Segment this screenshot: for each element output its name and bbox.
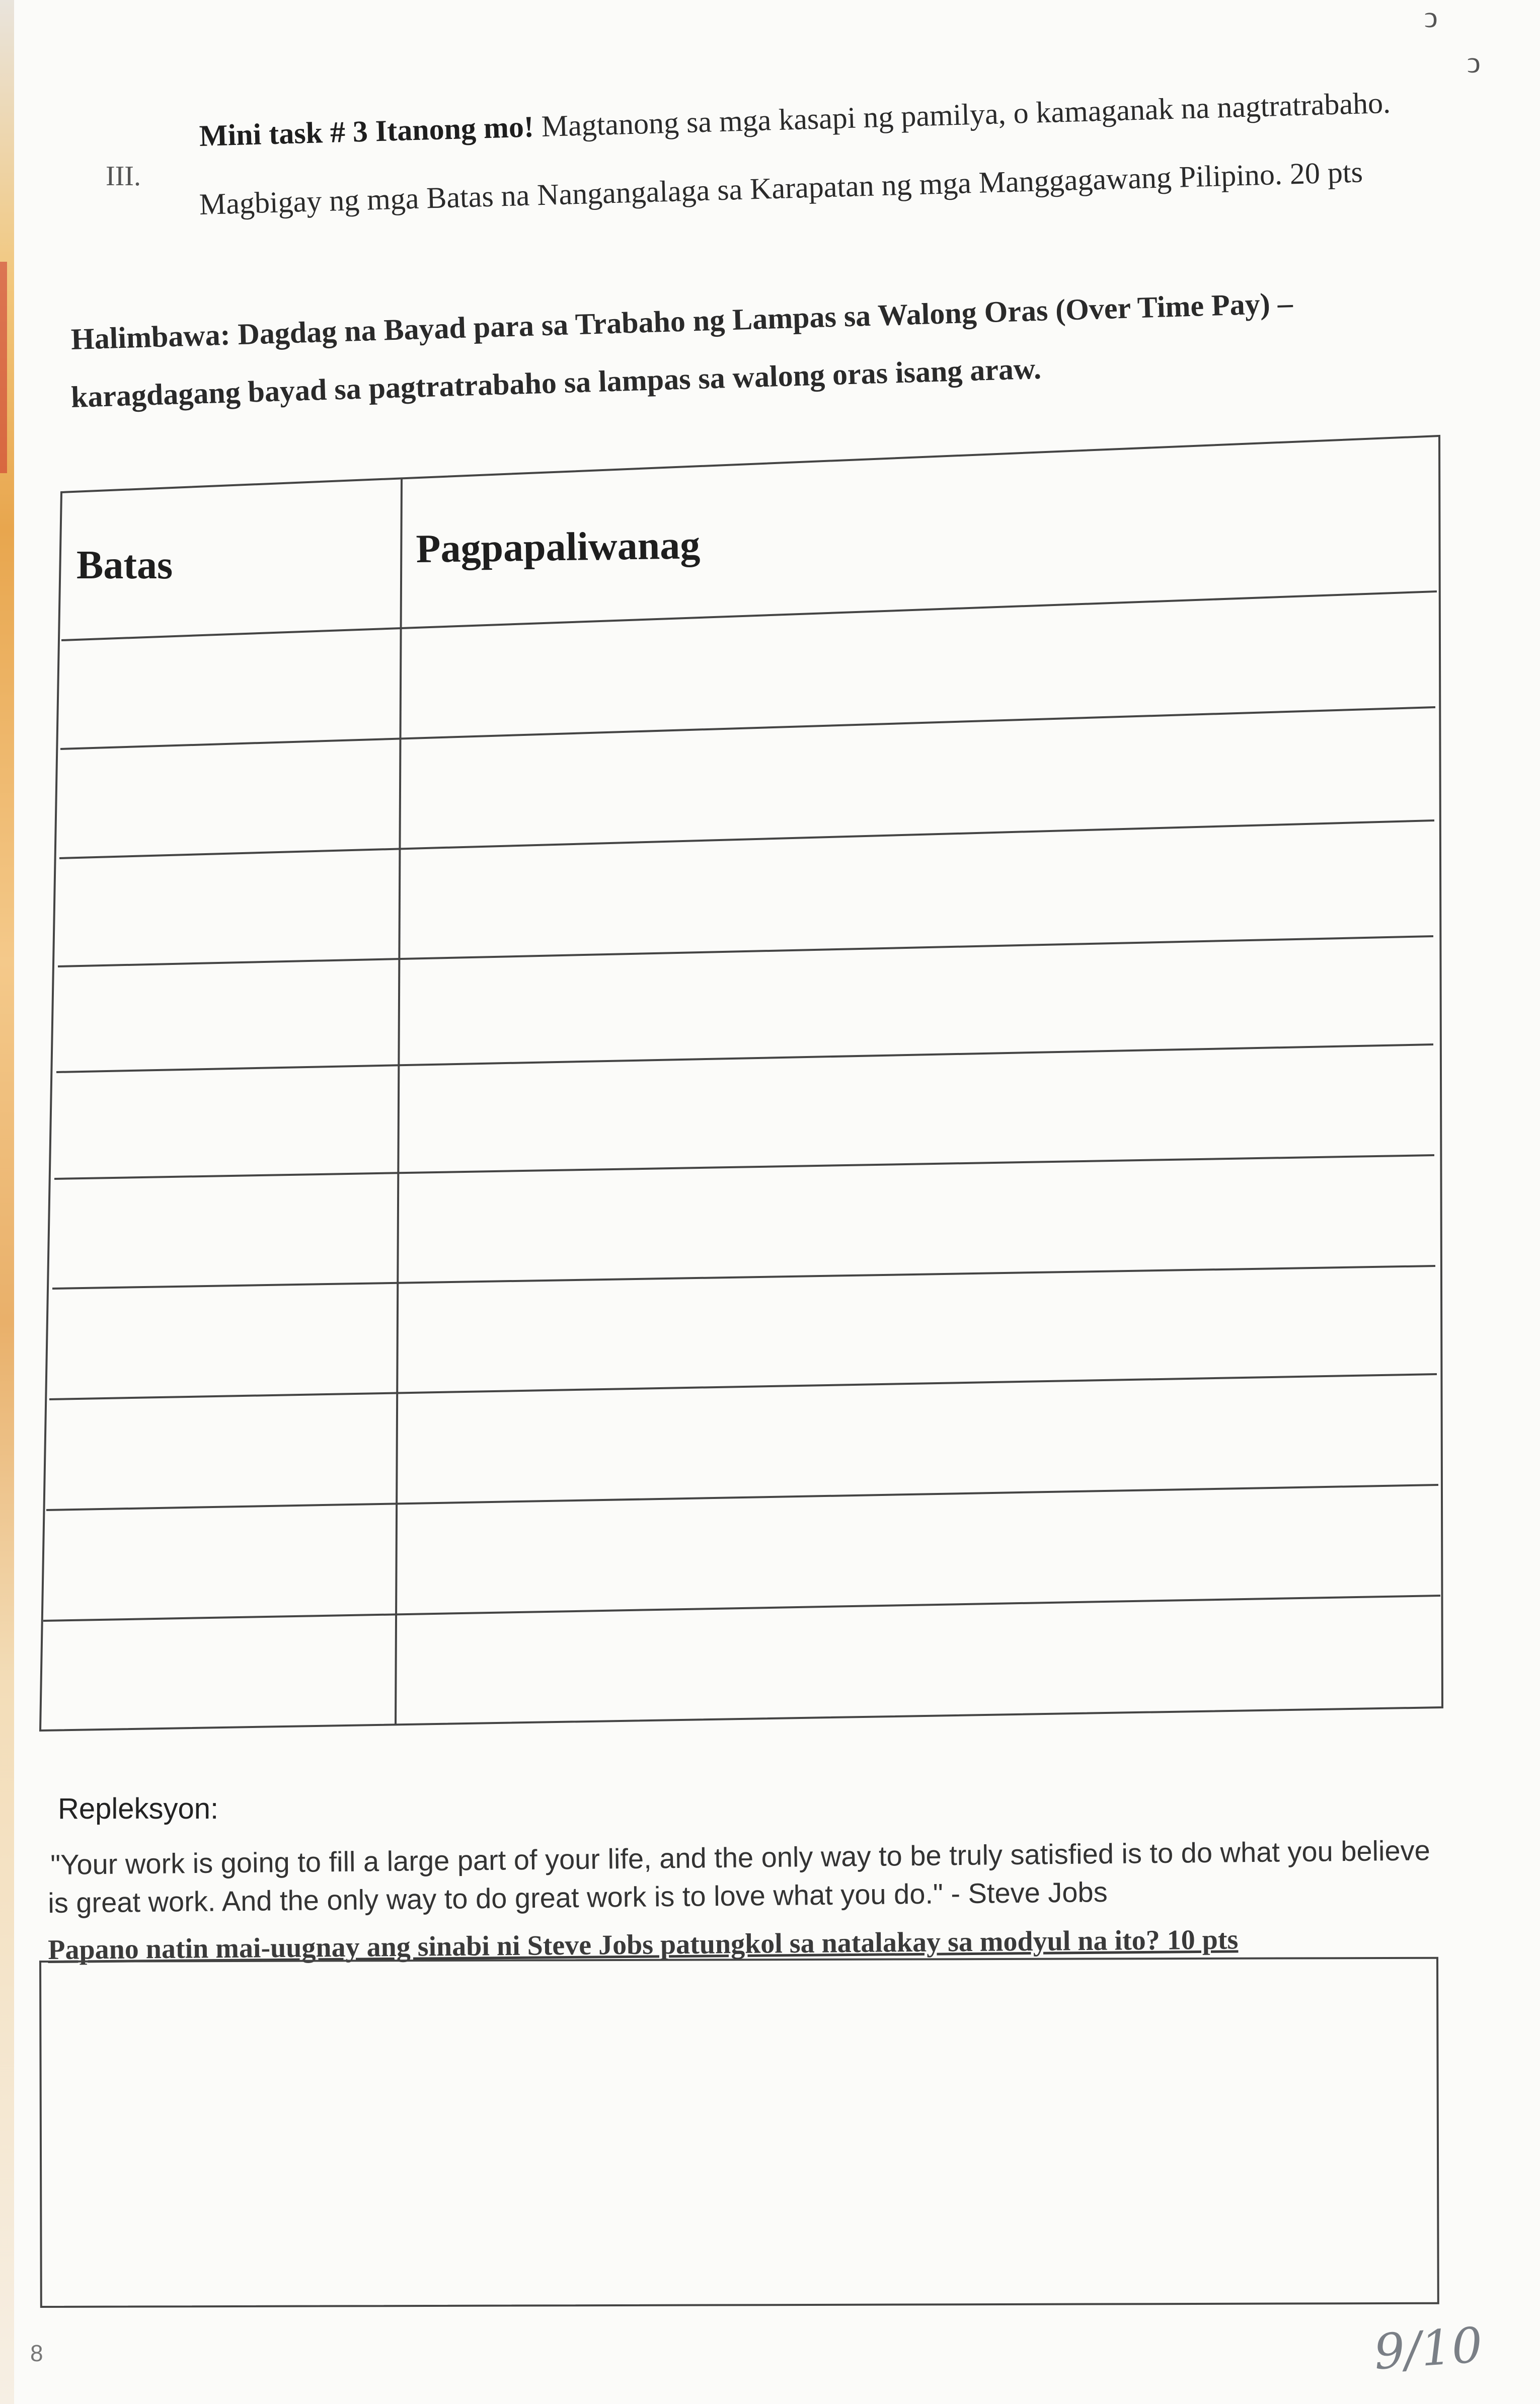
column-header-pagpapaliwanag: Pagpapaliwanag (416, 523, 701, 571)
reflection-label: Repleksyon: (58, 1792, 219, 1825)
table-row (46, 1485, 1438, 1510)
quote-line2: is great work. And the only way to do great work is to love what you do." - Steve Jobs (48, 1875, 1108, 1919)
table-row (54, 1155, 1434, 1179)
page-number: 8 (30, 2340, 43, 2366)
table-row (49, 1374, 1437, 1399)
table-row (60, 707, 1435, 749)
task-number: III. (106, 161, 141, 192)
corner-mark: ↄ (1467, 46, 1481, 79)
table-column-divider (396, 479, 402, 1724)
table-row (61, 591, 1437, 640)
task-title: Mini task # 3 Itanong mo! (199, 110, 534, 153)
task-instruction-line2: Magbigay ng mga Batas na Nangangalaga sa Karapatan ng mga Manggagawang Pilipino. 20 pts (199, 155, 1363, 221)
table-row (59, 820, 1434, 858)
table-row (56, 1044, 1433, 1072)
task-instruction-text: Magtanong sa mga kasapi ng pamilya, o kamaganak na nagtratrabaho. (533, 86, 1391, 143)
example-line1: Halimbawa: Dagdag na Bayad para sa Trabaho ng Lampas sa Walong Oras (Over Time Pay) – (70, 286, 1293, 356)
table-row (43, 1596, 1440, 1621)
table-row (52, 1266, 1435, 1289)
column-header-batas: Batas (76, 543, 173, 587)
example-line2: karagdagang bayad sa pagtratrabaho sa lampas sa walong oras isang araw. (70, 351, 1042, 414)
table-border (40, 436, 1442, 1731)
reflection-question: Papano natin mai-uugnay ang sinabi ni Steve Jobs patungkol sa natalakay sa modyul na ito? 10 pts (48, 1924, 1239, 1966)
corner-mark: ↄ (1424, 1, 1438, 34)
handwritten-score: 9/10 (1372, 2316, 1485, 2381)
answer-box[interactable] (39, 1957, 1439, 2308)
quote-line1: "Your work is going to fill a large part of your life, and the only way to be truly satisfied is to do what you believe (50, 1834, 1431, 1881)
table-row (58, 936, 1433, 966)
